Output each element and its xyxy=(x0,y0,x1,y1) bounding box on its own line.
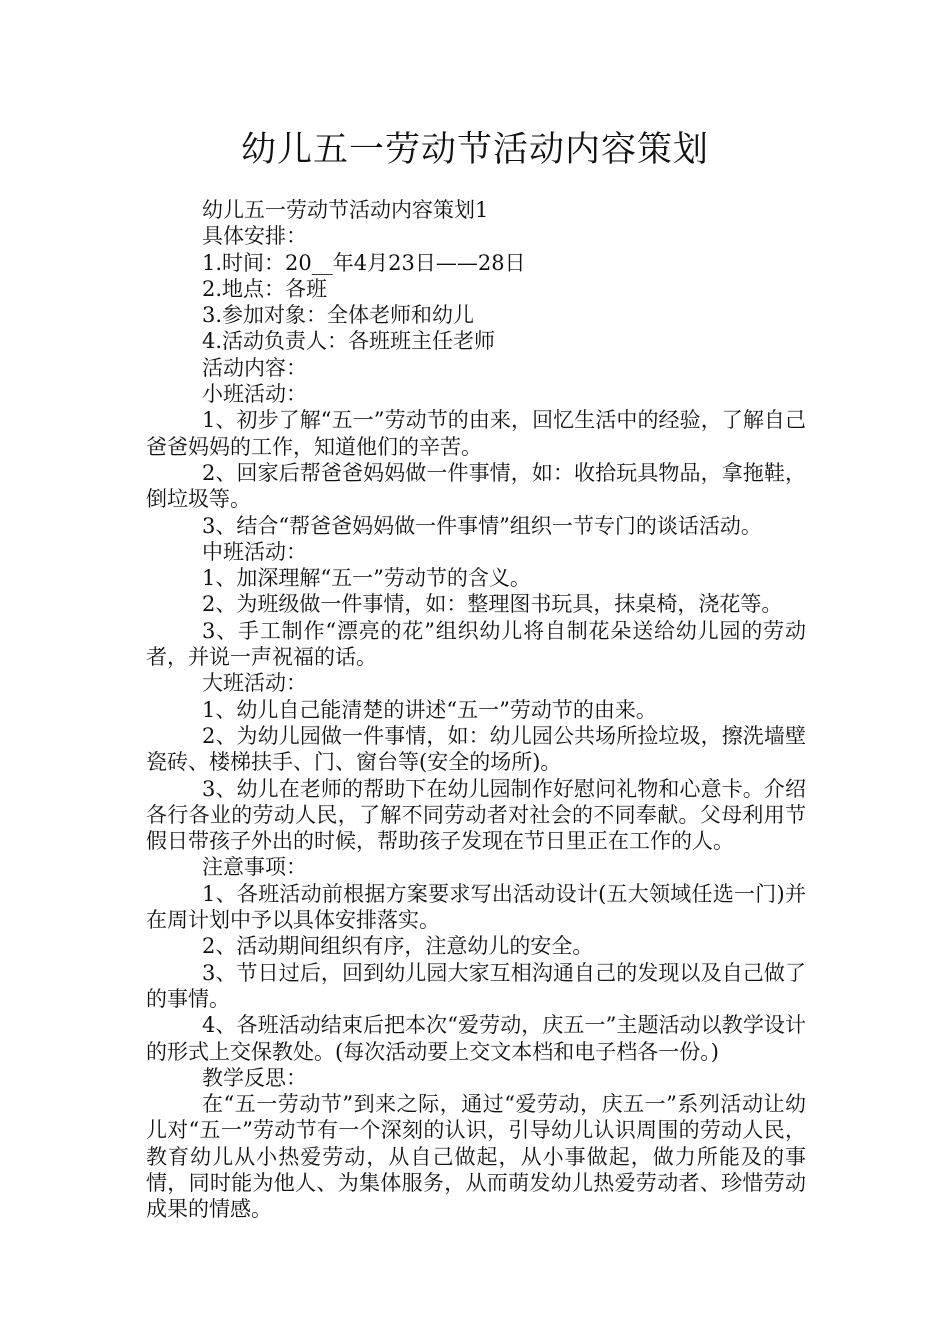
paragraph: 3.参加对象：全体老师和幼儿 xyxy=(202,303,475,328)
paragraph: 3、手工制作“漂亮的花”组织幼儿将自制花朵送给幼儿园的劳动者，并说一声祝福的话。 xyxy=(146,618,806,670)
paragraph: 活动内容： xyxy=(202,355,307,380)
paragraph: 1、幼儿自己能清楚的讲述“五一”劳动节的由来。 xyxy=(202,697,657,722)
paragraph: 3、节日过后，回到幼儿园大家互相沟通自己的发现以及自己做了的事情。 xyxy=(146,960,806,1011)
document-title: 幼儿五一劳动节活动内容策划 xyxy=(240,130,709,170)
paragraph: 小班活动： xyxy=(202,382,307,407)
paragraph: 3、幼儿在老师的帮助下在幼儿园制作好慰问礼物和心意卡。介绍各行各业的劳动人民，了解不同劳动者对社会的不同奉献。父母利用节假日带孩子外出的时候，帮助孩子发现在节日里正在工作的人。 xyxy=(146,776,806,854)
paragraph: 1.时间：20__年4月23日——28日 xyxy=(202,250,526,275)
paragraph: 4、各班活动结束后把本次“爱劳动，庆五一”主题活动以教学设计的形式上交保教处。(每次活动要上交文本档和电子档各一份。) xyxy=(146,1013,806,1064)
paragraph: 2、为班级做一件事情，如：整理图书玩具，抹桌椅，浇花等。 xyxy=(202,592,783,617)
paragraph: 幼儿五一劳动节活动内容策划1 xyxy=(202,198,489,222)
paragraph: 2、回家后帮爸爸妈妈做一件事情，如：收拾玩具物品，拿拖鞋，倒垃圾等。 xyxy=(146,460,806,512)
paragraph: 3、结合“帮爸爸妈妈做一件事情”组织一节专门的谈话活动。 xyxy=(202,513,762,538)
paragraph: 4.活动负责人：各班班主任老师 xyxy=(202,329,496,354)
paragraph: 2、活动期间组织有序，注意幼儿的安全。 xyxy=(202,934,594,959)
paragraph: 教学反思： xyxy=(202,1065,307,1090)
paragraph: 1、各班活动前根据方案要求写出活动设计(五大领域任选一门)并在周计划中予以具体安排落实。 xyxy=(146,881,806,933)
document-body xyxy=(146,197,806,1223)
paragraph: 大班活动： xyxy=(202,671,307,696)
paragraph: 具体安排： xyxy=(202,224,307,249)
paragraph: 2.地点：各班 xyxy=(202,276,328,301)
paragraph: 1、初步了解“五一”劳动节的由来，回忆生活中的经验，了解自己爸爸妈妈的工作，知道他们的辛苦。 xyxy=(146,408,806,459)
paragraph: 1、加深理解“五一”劳动节的含义。 xyxy=(202,566,531,591)
paragraph: 注意事项： xyxy=(202,855,307,880)
paragraph: 2、为幼儿园做一件事情，如：幼儿园公共场所捡垃圾，擦洗墙壁瓷砖、楼梯扶手、门、窗台等(安全的场所)。 xyxy=(146,723,806,775)
paragraph: 在“五一劳动节”到来之际，通过“爱劳动，庆五一”系列活动让幼儿对“五一”劳动节有一个深刻的认识，引导幼儿认识周围的劳动人民，教育幼儿从小热爱劳动，从自己做起，从小事做起，做力所能及的事情，同时能为他人、为集体服务，从而萌发幼儿热爱劳动者、珍惜劳动成果的情感。 xyxy=(146,1092,806,1222)
paragraph: 中班活动： xyxy=(202,539,307,564)
